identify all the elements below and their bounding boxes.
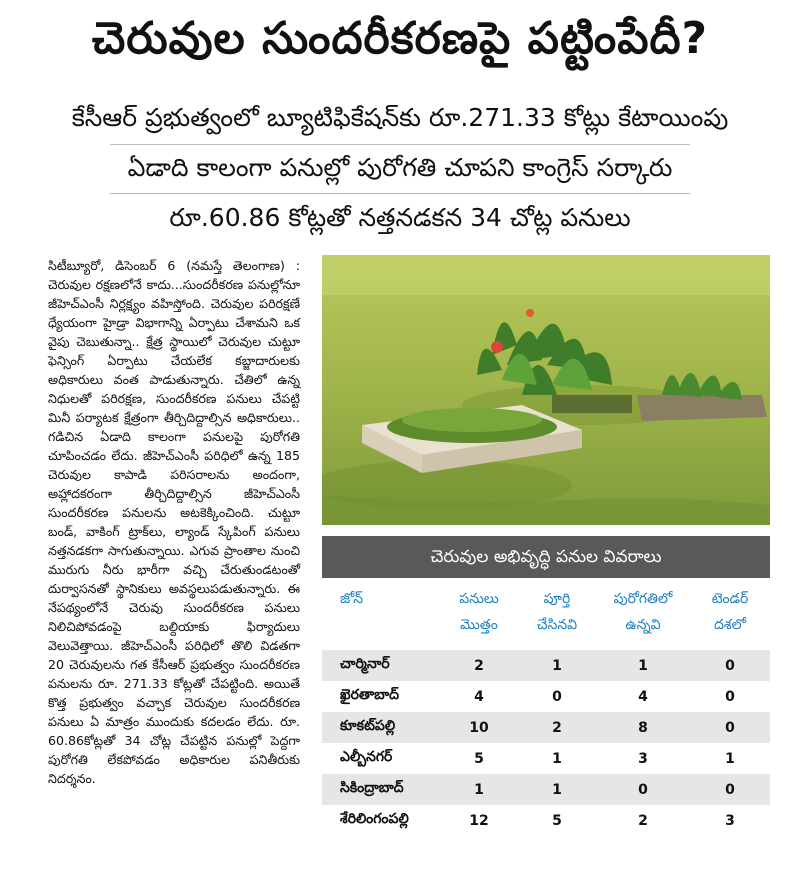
table-row [322,650,770,681]
total-cell: 4 [474,688,484,705]
tender-cell: 1 [725,750,735,767]
header-total-line2: మొత్తం [460,617,498,633]
total-cell: 5 [474,750,484,767]
subhead-2: ఏడాది కాలంగా పనుల్లో పురోగతి చూపని కాంగ్రెస్ సర్కారు [127,153,673,182]
divider [110,193,690,194]
zone-cell: ఖైరతాబాద్ [340,687,400,703]
zone-cell: సికింద్రాబాద్ [340,780,404,796]
tender-cell: 0 [725,781,735,798]
table-title: చెరువుల అభివృద్ధి పనుల వివరాలు [322,536,770,578]
table-row [322,743,770,774]
header-tender [690,586,770,650]
article-paragraph: సిటీబ్యూరో, డిసెంబర్ 6 (నమస్తే తెలంగాణ) : చెరువుల రక్షణలోనే కాదు...సుందరీకరణ పనుల్లోనూ జీహెచ్ఎంసీ నిర్లక్ష్యం వహిస్తోంది. చెరువుల పరిరక్షణే ధ్యేయంగా హైడ్రా విభాగాన్ని ఏర్పాటు చేశామని ఒక వైపు చెబుతున్నా.. క్షేత్ర స్థాయిలో చెరువుల చుట్టూ ఫెన్సింగ్ ఏర్పాటు చేయలేక కబ్జాదారులకు అధికారులు వంత పాడుతున్నారు. చేతిలో ఉన్న నిధులతో పరిరక్షణ, సుందరీకరణ పనులు చేపట్టి మినీ పర్యాటక క్షేత్రంగా తీర్చిదిద్దాల్సిన అధికారులు.. గడిచిన ఏడాది కాలంగా పనులపై పురోగతి చూపించడం లేదు. జీహెచ్ఎంసీ పరిధిలో ఉన్న 185 చెరువుల కాపాడి పరిసరాలను అందంగా, అహ్లాదకరంగా తీర్చిదిద్దాల్సిన జీహెచ్ఎంసీ సుందరీకరణ పనులను అటకెక్కించింది. చుట్టూ బండ్, వాకింగ్ ట్రాక్‌లు, ల్యాండ్ స్కేపింగ్ పనులు నత్తనడకగా సాగుతున్నాయి. ఎగువ ప్రాంతాల నుంచి మురుగు నీరు భారీగా వచ్చి చేరుతుండటంతో దుర్వాసనతో స్థానికులు అవస్థలుపడుతున్నారు. ఈ నేపథ్యంలోనే చెరువు సుందరీకరణ పనులు నిలిచిపోవడంపై బల్దియాకు ఫిర్యాదులు వెలువెత్తాయి. జీహెచ్ఎంసీ పరిధిలో తొలి విడతగా 20 చెరువులను గత కేసీఆర్ ప్రభుత్వం సుందరీకరణ పనులను రూ. 271.33 కోట్లతో చేపట్టింది. అయితే కొత్త ప్రభుత్వం వచ్చాక చెరువుల సుందరీకరణ పనులు ఏ మాత్రం ముందుకు కదలడం లేదు. రూ. 60.86కోట్లతో 34 చోట్ల చేపట్టిన పనుల్లో పెద్దగా పురోగతి లేకపోవడం అధికారుల పనితీరుకు నిదర్శనం. [48,258,300,786]
divider [110,144,690,145]
header-tender-line1: టెండర్ [711,591,749,607]
tender-cell: 0 [725,719,735,736]
subhead-3: రూ.60.86 కోట్లతో నత్తనడకన 34 చోట్ల పనులు [169,203,631,232]
in-progress-cell: 1 [638,657,648,674]
header-total [440,586,518,650]
table-body [322,650,770,836]
total-cell: 2 [474,657,484,674]
header-completed-line1: పూర్తి [543,591,571,607]
lake-photo [322,255,770,525]
in-progress-cell: 0 [638,781,648,798]
zone-cell: ఎల్బీనగర్ [340,749,393,765]
zone-cell: చార్మినార్ [340,656,390,672]
completed-cell: 2 [552,719,562,736]
in-progress-cell: 8 [638,719,648,736]
zone-cell: శేరిలింగంపల్లి [340,811,409,827]
tender-cell: 0 [725,657,735,674]
header-completed [518,586,596,650]
article-body [48,256,300,788]
zone-cell: కూకట్‌పల్లి [340,718,396,734]
table-row [322,774,770,805]
completed-cell: 1 [552,781,562,798]
header-zone [322,586,440,650]
subhead-1: కేసీఆర్ ప్రభుత్వంలో బ్యూటిఫికేషన్‌కు రూ.271.33 కోట్లు కేటాయింపు [71,103,729,132]
completed-cell: 1 [552,657,562,674]
header-in-progress [596,586,690,650]
tender-cell: 3 [725,812,735,829]
table-row [322,712,770,743]
header-in-progress-line2: ఉన్నవి [625,617,661,633]
total-cell: 1 [474,781,484,798]
table-header [322,578,770,650]
completed-cell: 5 [552,812,562,829]
in-progress-cell: 3 [638,750,648,767]
completed-cell: 1 [552,750,562,767]
in-progress-cell: 4 [638,688,648,705]
header-completed-line2: చేసినవి [536,617,578,633]
table-row [322,805,770,836]
headline: చెరువుల సుందరీకరణపై పట్టింపేదీ? [91,13,709,64]
total-cell: 10 [469,719,489,736]
in-progress-cell: 2 [638,812,648,829]
header-in-progress-line1: పురోగతిలో [613,591,673,607]
table-row [322,681,770,712]
completed-cell: 0 [552,688,562,705]
works-table [322,536,770,836]
header-total-line1: పనులు [459,591,499,607]
total-cell: 12 [469,812,489,829]
header-tender-line2: దశలో [714,617,746,633]
header-zone-label: జోన్ [340,591,364,607]
tender-cell: 0 [725,688,735,705]
